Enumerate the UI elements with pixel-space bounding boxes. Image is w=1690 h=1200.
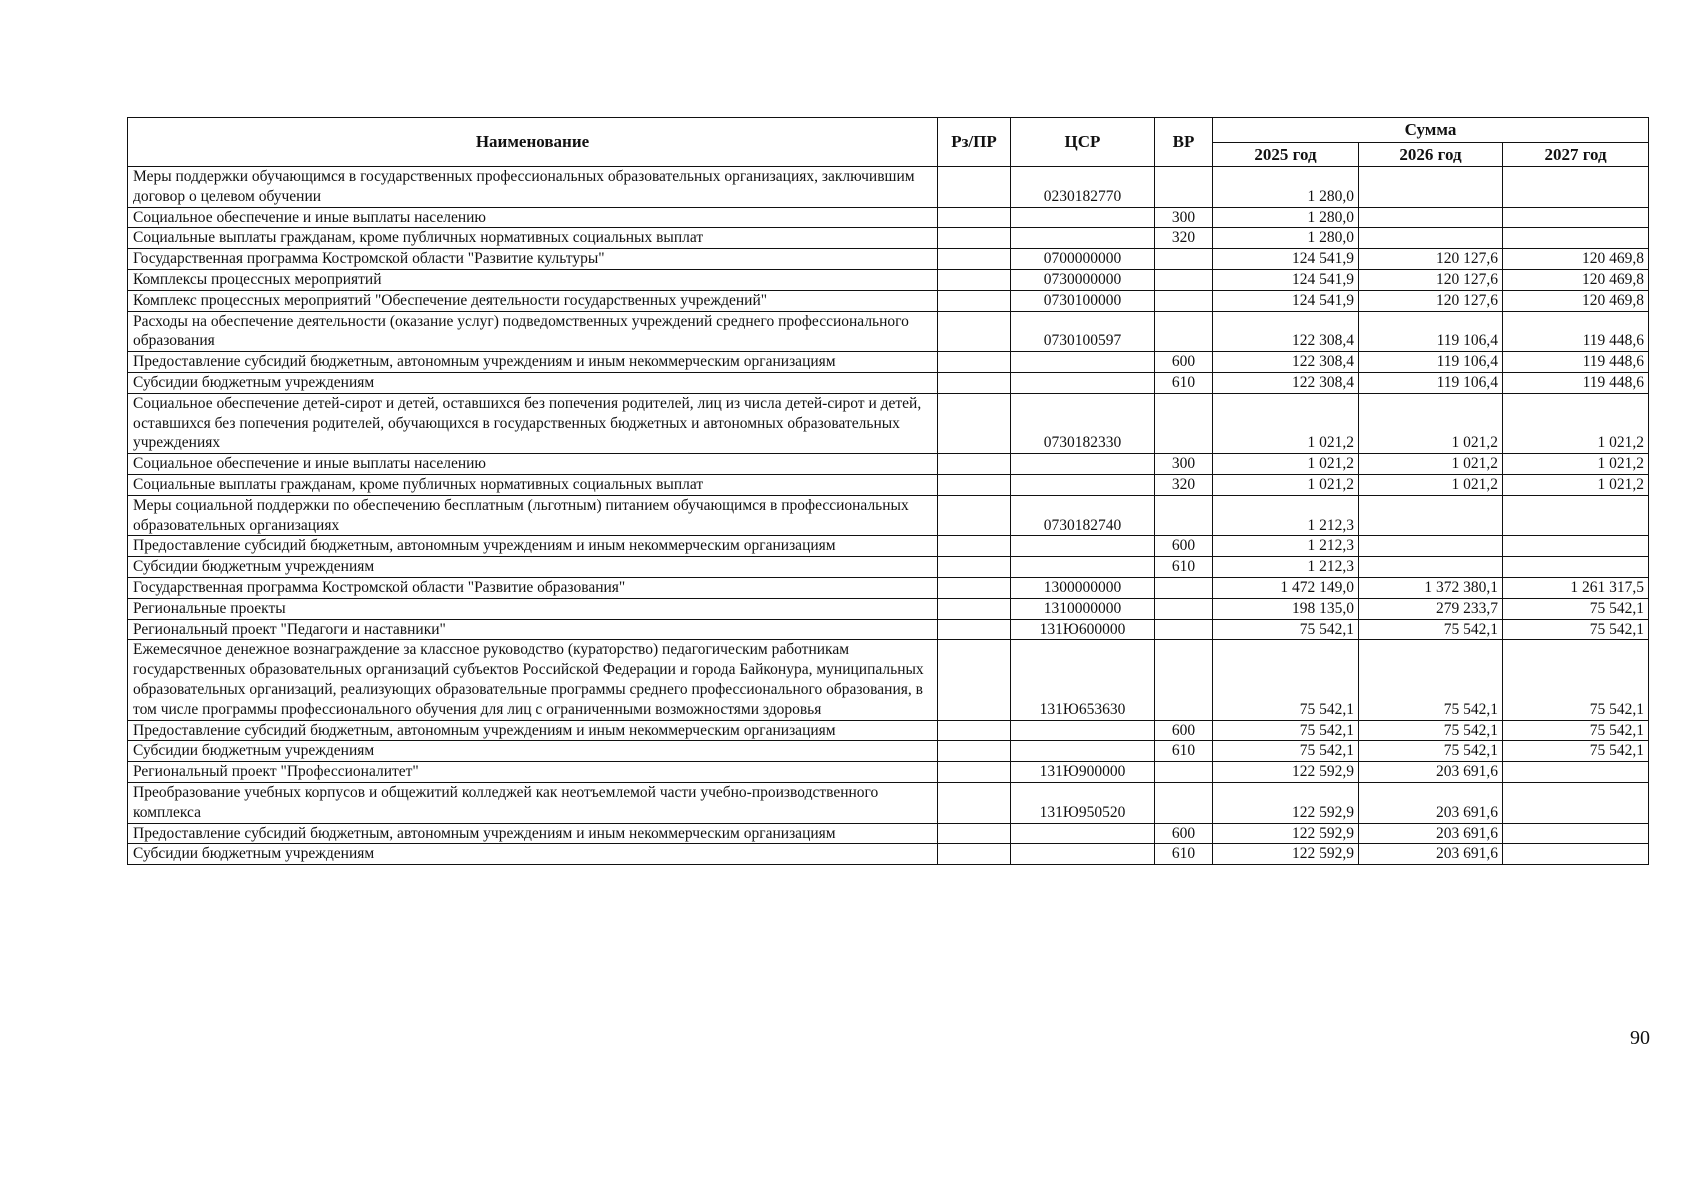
table-row xyxy=(128,372,1649,393)
cell-sum-2027: 120 469,8 xyxy=(1503,249,1649,270)
cell-sum-2027 xyxy=(1503,762,1649,783)
cell-sum-2026: 279 233,7 xyxy=(1359,598,1503,619)
cell-csr xyxy=(1011,823,1155,844)
header-year-2026: 2026 год xyxy=(1359,143,1503,167)
cell-name: Государственная программа Костромской области "Развитие образования" xyxy=(128,577,938,598)
table-row xyxy=(128,290,1649,311)
cell-sum-2027: 119 448,6 xyxy=(1503,372,1649,393)
cell-csr: 0730182330 xyxy=(1011,393,1155,453)
cell-rzpr xyxy=(938,393,1011,453)
table-row xyxy=(128,823,1649,844)
cell-name: Субсидии бюджетным учреждениям xyxy=(128,844,938,865)
cell-vr: 610 xyxy=(1155,372,1213,393)
cell-vr: 610 xyxy=(1155,844,1213,865)
cell-sum-2027 xyxy=(1503,207,1649,228)
cell-sum-2026: 203 691,6 xyxy=(1359,762,1503,783)
cell-name: Социальное обеспечение и иные выплаты населению xyxy=(128,454,938,475)
cell-sum-2026: 120 127,6 xyxy=(1359,290,1503,311)
cell-csr xyxy=(1011,844,1155,865)
table-row xyxy=(128,557,1649,578)
cell-vr xyxy=(1155,782,1213,823)
cell-sum-2027: 75 542,1 xyxy=(1503,619,1649,640)
cell-sum-2026: 203 691,6 xyxy=(1359,823,1503,844)
cell-vr xyxy=(1155,577,1213,598)
table-row xyxy=(128,249,1649,270)
header-vr: ВР xyxy=(1155,118,1213,167)
cell-sum-2027 xyxy=(1503,167,1649,208)
cell-sum-2027: 1 021,2 xyxy=(1503,454,1649,475)
cell-csr xyxy=(1011,207,1155,228)
cell-sum-2026: 1 021,2 xyxy=(1359,454,1503,475)
cell-sum-2027 xyxy=(1503,495,1649,536)
cell-vr: 600 xyxy=(1155,536,1213,557)
cell-csr: 1300000000 xyxy=(1011,577,1155,598)
cell-vr: 600 xyxy=(1155,720,1213,741)
cell-rzpr xyxy=(938,207,1011,228)
cell-vr: 600 xyxy=(1155,352,1213,373)
cell-sum-2027 xyxy=(1503,557,1649,578)
cell-sum-2027 xyxy=(1503,536,1649,557)
cell-name: Комплекс процессных мероприятий "Обеспечение деятельности государственных учреждений" xyxy=(128,290,938,311)
cell-csr xyxy=(1011,536,1155,557)
cell-name: Региональный проект "Педагоги и наставники" xyxy=(128,619,938,640)
cell-csr: 131Ю653630 xyxy=(1011,640,1155,720)
cell-sum-2026: 119 106,4 xyxy=(1359,352,1503,373)
cell-csr: 0700000000 xyxy=(1011,249,1155,270)
cell-csr: 0730100597 xyxy=(1011,311,1155,352)
header-sum: Сумма xyxy=(1213,118,1649,143)
cell-name: Социальное обеспечение и иные выплаты населению xyxy=(128,207,938,228)
cell-vr xyxy=(1155,249,1213,270)
cell-rzpr xyxy=(938,352,1011,373)
cell-rzpr xyxy=(938,269,1011,290)
cell-name: Расходы на обеспечение деятельности (оказание услуг) подведомственных учреждений среднего профессионального образования xyxy=(128,311,938,352)
cell-sum-2026: 1 021,2 xyxy=(1359,474,1503,495)
cell-sum-2026: 75 542,1 xyxy=(1359,640,1503,720)
cell-rzpr xyxy=(938,762,1011,783)
cell-sum-2025: 75 542,1 xyxy=(1213,741,1359,762)
cell-sum-2027: 1 021,2 xyxy=(1503,393,1649,453)
cell-csr: 0730182740 xyxy=(1011,495,1155,536)
cell-sum-2026 xyxy=(1359,167,1503,208)
cell-name: Меры социальной поддержки по обеспечению бесплатным (льготным) питанием обучающимся в профессиональных образовательных организациях xyxy=(128,495,938,536)
cell-sum-2025: 124 541,9 xyxy=(1213,249,1359,270)
cell-name: Социальные выплаты гражданам, кроме публичных нормативных социальных выплат xyxy=(128,228,938,249)
cell-csr xyxy=(1011,720,1155,741)
cell-sum-2026 xyxy=(1359,207,1503,228)
cell-sum-2025: 1 280,0 xyxy=(1213,167,1359,208)
cell-sum-2025: 1 212,3 xyxy=(1213,495,1359,536)
cell-name: Социальное обеспечение детей-сирот и детей, оставшихся без попечения родителей, лиц из числа детей-сирот и детей, оставшихся без попечения родителей, обучающихся в государственных бюджетных и автономных образовательных учреждениях xyxy=(128,393,938,453)
cell-name: Региональные проекты xyxy=(128,598,938,619)
cell-rzpr xyxy=(938,720,1011,741)
cell-vr: 610 xyxy=(1155,741,1213,762)
cell-sum-2027: 119 448,6 xyxy=(1503,311,1649,352)
cell-csr xyxy=(1011,741,1155,762)
cell-vr xyxy=(1155,762,1213,783)
cell-sum-2026 xyxy=(1359,557,1503,578)
cell-sum-2025: 1 021,2 xyxy=(1213,474,1359,495)
cell-vr xyxy=(1155,598,1213,619)
table-row xyxy=(128,720,1649,741)
cell-rzpr xyxy=(938,577,1011,598)
cell-sum-2026: 120 127,6 xyxy=(1359,269,1503,290)
header-name: Наименование xyxy=(128,118,938,167)
cell-vr xyxy=(1155,290,1213,311)
header-year-2027: 2027 год xyxy=(1503,143,1649,167)
cell-vr: 320 xyxy=(1155,474,1213,495)
cell-sum-2026: 119 106,4 xyxy=(1359,372,1503,393)
table-row xyxy=(128,311,1649,352)
cell-name: Субсидии бюджетным учреждениям xyxy=(128,741,938,762)
cell-sum-2026: 120 127,6 xyxy=(1359,249,1503,270)
cell-sum-2026: 75 542,1 xyxy=(1359,720,1503,741)
cell-sum-2025: 75 542,1 xyxy=(1213,619,1359,640)
cell-csr: 131Ю600000 xyxy=(1011,619,1155,640)
cell-sum-2027: 75 542,1 xyxy=(1503,741,1649,762)
table-row xyxy=(128,207,1649,228)
table-row xyxy=(128,762,1649,783)
cell-vr xyxy=(1155,269,1213,290)
cell-sum-2025: 1 021,2 xyxy=(1213,454,1359,475)
table-body xyxy=(128,167,1649,865)
cell-sum-2027 xyxy=(1503,228,1649,249)
cell-name: Комплексы процессных мероприятий xyxy=(128,269,938,290)
header-year-2025: 2025 год xyxy=(1213,143,1359,167)
cell-csr xyxy=(1011,352,1155,373)
cell-sum-2027: 1 261 317,5 xyxy=(1503,577,1649,598)
cell-sum-2025: 75 542,1 xyxy=(1213,640,1359,720)
cell-sum-2026: 203 691,6 xyxy=(1359,844,1503,865)
cell-sum-2025: 124 541,9 xyxy=(1213,290,1359,311)
cell-sum-2025: 1 212,3 xyxy=(1213,536,1359,557)
cell-name: Предоставление субсидий бюджетным, автономным учреждениям и иным некоммерческим организациям xyxy=(128,352,938,373)
cell-name: Предоставление субсидий бюджетным, автономным учреждениям и иным некоммерческим организациям xyxy=(128,536,938,557)
table-row xyxy=(128,741,1649,762)
cell-vr xyxy=(1155,619,1213,640)
cell-sum-2026: 75 542,1 xyxy=(1359,741,1503,762)
cell-sum-2025: 122 592,9 xyxy=(1213,823,1359,844)
cell-sum-2027: 75 542,1 xyxy=(1503,598,1649,619)
cell-rzpr xyxy=(938,495,1011,536)
cell-rzpr xyxy=(938,311,1011,352)
cell-vr: 300 xyxy=(1155,207,1213,228)
cell-sum-2025: 124 541,9 xyxy=(1213,269,1359,290)
cell-sum-2025: 1 212,3 xyxy=(1213,557,1359,578)
cell-sum-2026 xyxy=(1359,228,1503,249)
cell-sum-2026: 203 691,6 xyxy=(1359,782,1503,823)
cell-name: Меры поддержки обучающимся в государственных профессиональных образовательных организациях, заключившим договор о целевом обучении xyxy=(128,167,938,208)
cell-vr xyxy=(1155,311,1213,352)
cell-sum-2025: 122 308,4 xyxy=(1213,372,1359,393)
cell-rzpr xyxy=(938,741,1011,762)
cell-sum-2027: 120 469,8 xyxy=(1503,269,1649,290)
cell-sum-2026: 1 021,2 xyxy=(1359,393,1503,453)
cell-vr: 320 xyxy=(1155,228,1213,249)
table-row xyxy=(128,474,1649,495)
cell-vr xyxy=(1155,393,1213,453)
cell-vr: 300 xyxy=(1155,454,1213,475)
cell-rzpr xyxy=(938,474,1011,495)
cell-vr xyxy=(1155,640,1213,720)
cell-csr: 0230182770 xyxy=(1011,167,1155,208)
cell-rzpr xyxy=(938,598,1011,619)
cell-sum-2027 xyxy=(1503,782,1649,823)
table-row xyxy=(128,640,1649,720)
cell-csr xyxy=(1011,372,1155,393)
cell-rzpr xyxy=(938,372,1011,393)
header-rzpr: Рз/ПР xyxy=(938,118,1011,167)
cell-rzpr xyxy=(938,823,1011,844)
table-row xyxy=(128,844,1649,865)
cell-name: Предоставление субсидий бюджетным, автономным учреждениям и иным некоммерческим организациям xyxy=(128,823,938,844)
cell-csr xyxy=(1011,228,1155,249)
cell-csr xyxy=(1011,474,1155,495)
cell-sum-2026 xyxy=(1359,495,1503,536)
cell-sum-2025: 75 542,1 xyxy=(1213,720,1359,741)
cell-sum-2026 xyxy=(1359,536,1503,557)
cell-rzpr xyxy=(938,557,1011,578)
cell-sum-2027 xyxy=(1503,844,1649,865)
cell-csr xyxy=(1011,454,1155,475)
cell-sum-2025: 1 021,2 xyxy=(1213,393,1359,453)
cell-sum-2027: 120 469,8 xyxy=(1503,290,1649,311)
cell-sum-2026: 75 542,1 xyxy=(1359,619,1503,640)
table-row xyxy=(128,619,1649,640)
cell-rzpr xyxy=(938,640,1011,720)
cell-rzpr xyxy=(938,536,1011,557)
cell-sum-2027 xyxy=(1503,823,1649,844)
table-row xyxy=(128,228,1649,249)
cell-vr xyxy=(1155,167,1213,208)
table-row xyxy=(128,454,1649,475)
cell-name: Субсидии бюджетным учреждениям xyxy=(128,372,938,393)
cell-sum-2025: 122 592,9 xyxy=(1213,782,1359,823)
cell-rzpr xyxy=(938,290,1011,311)
table-row xyxy=(128,782,1649,823)
table-row xyxy=(128,577,1649,598)
table-row xyxy=(128,393,1649,453)
cell-sum-2025: 122 592,9 xyxy=(1213,762,1359,783)
cell-name: Региональный проект "Профессионалитет" xyxy=(128,762,938,783)
cell-name: Предоставление субсидий бюджетным, автономным учреждениям и иным некоммерческим организациям xyxy=(128,720,938,741)
table-row xyxy=(128,352,1649,373)
cell-rzpr xyxy=(938,782,1011,823)
cell-sum-2025: 1 472 149,0 xyxy=(1213,577,1359,598)
cell-csr: 1310000000 xyxy=(1011,598,1155,619)
cell-csr xyxy=(1011,557,1155,578)
cell-sum-2025: 122 308,4 xyxy=(1213,311,1359,352)
cell-csr: 0730100000 xyxy=(1011,290,1155,311)
cell-sum-2025: 1 280,0 xyxy=(1213,207,1359,228)
cell-name: Государственная программа Костромской области "Развитие культуры" xyxy=(128,249,938,270)
cell-csr: 131Ю900000 xyxy=(1011,762,1155,783)
cell-sum-2026: 119 106,4 xyxy=(1359,311,1503,352)
budget-table-sheet xyxy=(127,117,1648,865)
cell-sum-2026: 1 372 380,1 xyxy=(1359,577,1503,598)
cell-sum-2025: 1 280,0 xyxy=(1213,228,1359,249)
cell-sum-2027: 75 542,1 xyxy=(1503,720,1649,741)
cell-sum-2027: 75 542,1 xyxy=(1503,640,1649,720)
cell-sum-2025: 198 135,0 xyxy=(1213,598,1359,619)
budget-table xyxy=(127,117,1649,865)
cell-rzpr xyxy=(938,454,1011,475)
table-row xyxy=(128,495,1649,536)
table-row xyxy=(128,167,1649,208)
table-row xyxy=(128,269,1649,290)
cell-sum-2025: 122 592,9 xyxy=(1213,844,1359,865)
cell-rzpr xyxy=(938,844,1011,865)
cell-vr xyxy=(1155,495,1213,536)
cell-sum-2027: 119 448,6 xyxy=(1503,352,1649,373)
cell-vr: 600 xyxy=(1155,823,1213,844)
cell-rzpr xyxy=(938,249,1011,270)
table-row xyxy=(128,598,1649,619)
cell-rzpr xyxy=(938,619,1011,640)
table-row xyxy=(128,536,1649,557)
cell-rzpr xyxy=(938,167,1011,208)
cell-name: Социальные выплаты гражданам, кроме публичных нормативных социальных выплат xyxy=(128,474,938,495)
cell-rzpr xyxy=(938,228,1011,249)
page-number: 90 xyxy=(1630,1027,1650,1049)
header-csr: ЦСР xyxy=(1011,118,1155,167)
cell-sum-2027: 1 021,2 xyxy=(1503,474,1649,495)
cell-name: Преобразование учебных корпусов и общежитий колледжей как неотъемлемой части учебно-производственного комплекса xyxy=(128,782,938,823)
cell-name: Субсидии бюджетным учреждениям xyxy=(128,557,938,578)
cell-name: Ежемесячное денежное вознаграждение за классное руководство (кураторство) педагогическим работникам государственных образовательных организаций субъектов Российской Федерации и города Байконура, муниципальных образовательных организаций, реализующих образовательные программы среднего профессионального образования, в том числе программы профессионального обучения для лиц с ограниченными возможностями здоровья xyxy=(128,640,938,720)
cell-csr: 0730000000 xyxy=(1011,269,1155,290)
cell-csr: 131Ю950520 xyxy=(1011,782,1155,823)
cell-vr: 610 xyxy=(1155,557,1213,578)
cell-sum-2025: 122 308,4 xyxy=(1213,352,1359,373)
